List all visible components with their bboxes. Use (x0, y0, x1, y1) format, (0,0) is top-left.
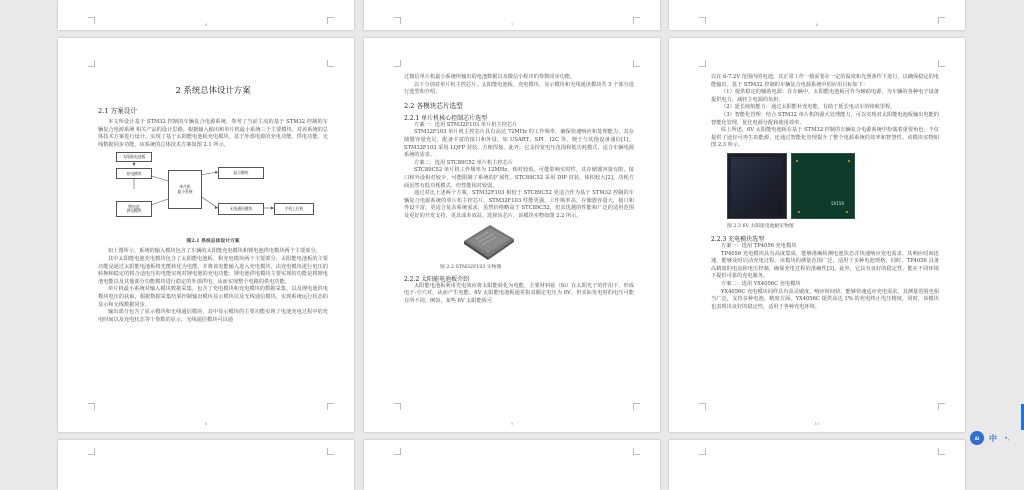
sogou-ime-icon[interactable]: AI (970, 431, 984, 445)
diagram-box-wireless: 无线通讯模块 (218, 203, 264, 215)
paragraph: 过微信单片机最小系统所输出的电池数据以及微信小程序的参数同步功能。 (404, 74, 576, 80)
paragraph: YX4056C 充电模块同样具有高灵敏度，响应时间快，能够快速适应充电需求，其测量范围也相当广泛，支持多种电池。精度方面，YX4056C 提供高达 1% 的充电终止电压精度，同时，该模块也表现出良好的稳定性，适用于各种充电环境。 (711, 288, 939, 310)
paragraph: 如上图所示，系统的输入模块包含了车辆的太阳能充电模块和锂电池供电模块两个主要部分。 (108, 248, 321, 255)
margin-corner (88, 60, 95, 67)
subsection-title: 2.2.1 单片机核心控制芯片选型 (404, 114, 488, 122)
paragraph: 综上所述，6V 太阳能电池板在基于 STM32 控制的车辆复合电源系统中扮演着重要角色，不仅提供了途径可再生的能源，还通过智能化管理提升了整个电源系统的效率和智慧性。该模块实物如图 2.3 所示。 (711, 127, 939, 149)
margin-corner (633, 448, 640, 455)
paragraph: 太阳能电池板利用光电效应将太阳能转化为电能，主要材料硅（Si）在太阳光子的作用下，形成电子-空穴对，从而产生电能。6V 太阳能电池板通常指其额定电压为 6V，但实际发电时的电压可能有所不同，例如，某些 6V 太阳能板可 (404, 282, 634, 304)
section-title: 2.1 方案设计 (98, 107, 137, 115)
diagram-connectors (98, 149, 328, 237)
margin-corner (327, 60, 334, 67)
option-line: 方案一：选用 STM32F103 单片机主控芯片 (414, 121, 518, 128)
margin-corner (394, 403, 401, 410)
paragraph: 输出部分包含了显示模块和无线通信模块，其中显示模块的主要功能实现了电池充电过程中的充电时间以及充电状态等个参数的显示，无线通信模块可以通 (98, 309, 328, 323)
margin-corner (699, 403, 706, 410)
paragraph: STC89C52 单片机工作频率为 12MHz，相对较低，可能影响实时性，其存储器容量有限，接口和外设相对较少，可能限制了系统的扩展性。STC89C52 采用 DIP 封装，体积较大[2]，功耗方面虽然有低功耗模式，但性能相对较弱。 (404, 167, 634, 189)
margin-corner (394, 60, 401, 67)
list-item: （3）智能化管理：结合 STM32 单片机的强大处理能力，可以实现对太阳能电池板输出电能的智能化管理，优化电源分配和使用效率。 (711, 111, 939, 126)
section-title: 2.2 各模块芯片选型 (404, 101, 463, 110)
paragraph: 其中太阳能电池充电模块包含了太阳能电池板、和充电模块两个主要部分，太阳能电池板的主要功能是通过太阳能电池板将光能转化为电能，并将该电能输入进入充电模块，由充电模块进行电压的转换和稳定的将合适电压的电能实现对锂电池的充电功能；锂电池供电模块主要实现的功能是将锂电池电能以及其他部分功能模块进行稳定的外部供电，从而实现整个电路的供电功能。 (98, 255, 328, 285)
paragraph: TP4056 充电模块具有高度集成，能够准确检测电池状态并快速响应充电需求，其响应时间迅速，能够及时启动充电过程。该模块的测量范围广泛，适用于多种电池规格，同时，TP4056 具备高精度的电流和电压控制，确保充电过程的准确性[3]。此外，它具有良好的稳定性，能在不同环境下提供可靠的充电服务。 (711, 250, 939, 280)
page-number: 8 (204, 421, 208, 426)
margin-corner (88, 403, 95, 410)
margin-corner (699, 448, 706, 455)
paragraph: 通过对比上述两个方案，STM32F103 相较于 STC89C52 更适合作为基于 STM32 控制的车辆复合电源系统的单片机主控芯片，STM32F103 性能更强，工作频率高，存储器容量大，接口和外设丰富，更适合复杂系统需求，虽然价格略高于 STC89C52，但其优越的性能和广泛的适用范围及更好的开发支持，更具成本效益。选择该芯片，该模块实物如图 2.2 所示。 (404, 190, 634, 219)
page-number: 6 (204, 22, 208, 27)
option-line: 方案一：选用 TP4056 充电模块 (721, 242, 797, 249)
diagram-box-battery: 锂电池 供电模块 (116, 201, 152, 217)
page-preview-top-1 (58, 0, 354, 30)
document-page-1[interactable] (58, 38, 354, 432)
paragraph: 本文所设计基于 STM32 控制的车辆复合电源系统，参考了当前主流的基于 STM32 控制的车辆复合电源系统 相关产品的设计思路，根据输入输出和单片机最小系统三个主要模块，对该系统的总体技术方案进行设计。实现了基于太阳能电池板充电模块、基于外部电源的充电功能、供电功能、无线数据同步功能，该系统的总体技术方案如图 2.1 所示。 (98, 119, 328, 148)
chip-photo (404, 221, 634, 263)
diagram-box-mcu: 单片机 最小系统 (168, 170, 202, 209)
chapter-title: 2 系统总体设计方案 (175, 85, 251, 95)
page-number: 9 (510, 421, 514, 426)
figure-caption: 图 2.3 6V 太阳能电池板实物图 (727, 223, 794, 229)
stm32-chip-image (458, 221, 518, 263)
system-diagram (98, 149, 328, 237)
page-preview-top-2 (364, 0, 660, 30)
margin-corner (327, 448, 334, 455)
margin-corner (938, 448, 945, 455)
paragraph: 以下分别对单片机主控芯片、太阳能电池板、充电模块、显示模块和无线通讯模块共 5 个部分进行选型和介绍。 (404, 81, 634, 96)
subsection-title: 2.2.2 太阳能电池板介绍 (404, 275, 470, 283)
punctuation-toggle[interactable]: •, (1004, 434, 1010, 442)
margin-corner (88, 448, 95, 455)
document-page-2[interactable] (364, 38, 660, 432)
margin-corner (327, 403, 334, 410)
page-preview-top-3 (669, 0, 965, 30)
page-number: 7 (510, 22, 514, 27)
page-number: 8 (815, 22, 819, 27)
paragraph: STM32F103 单片机主控芯片具有高达 72MHz 的工作频率，确保快速响应和处理能力，其存储器容量充足，配备丰富的接口和外设，如 USART、SPI、I2C 等，便于与其他设备通信[1]。STM32F103 采用 LQFP 封装，方便焊接。此外，它支持宽电压范围和低功耗模式，适合车辆电源系统的需求。 (404, 129, 634, 159)
language-toggle[interactable]: 中 (989, 433, 997, 443)
margin-corner (699, 60, 706, 67)
margin-corner (938, 60, 945, 67)
diagram-box-display: 显示模块 (218, 167, 264, 179)
panel-label: 5V150 (831, 200, 844, 206)
figure-caption: 图2.1 系统总体设计方案 (186, 238, 240, 245)
solar-panel-front-image (727, 153, 787, 219)
list-item: （2）延长续航能力：通过太阳能补充电能，有助于延长电动车的续航里程。 (721, 104, 896, 111)
diagram-box-phone: 手机上位机 (274, 203, 314, 215)
paragraph: 以在 6-7.2V 范围内的电池，其正常工作一般需要在一定的温度和光照条件下进行，以确保稳定的电能输出。基于 STM32 控制的车辆复合电源系统中的应用目标如下： (711, 74, 939, 88)
diagram-box-charge: 充电模块 (116, 168, 152, 179)
option-line: 方案二：选用 STC89C52 单片机主控芯片 (414, 159, 513, 166)
margin-corner (633, 403, 640, 410)
list-item: （1）提供稳定的辅助电源：在车辆中，太阳能电池板可作为辅助电源，为车辆的各种电子设备提供电力，减轻主电源的负担。 (711, 89, 939, 103)
margin-corner (938, 403, 945, 410)
page-number: 10 (814, 421, 820, 426)
margin-corner (633, 60, 640, 67)
diagram-box-solar: 太阳能电池板 (116, 152, 152, 162)
document-page-3[interactable] (669, 38, 965, 432)
figure-caption: 图 2.2 STM32F103 实物图 (440, 264, 502, 270)
paragraph: 单片机最小系统对输入模块数据采集，包含了充电模块和充电模块的数据采集，以及锂电池供电模块电压的获取，根据数据采集结果控制输出模块显示模块以及无线通信模块，实现系统运行状态的显示和无线数据同步。 (98, 286, 328, 308)
solar-panel-back-image (791, 153, 855, 219)
option-line: 方案二：选用 YX4056C 充电模块 (721, 280, 801, 287)
margin-corner (394, 448, 401, 455)
subsection-title: 2.2.3 充电模块选型 (711, 235, 765, 243)
solar-panel-photos (711, 150, 939, 222)
ime-toolbar[interactable] (970, 431, 1012, 445)
